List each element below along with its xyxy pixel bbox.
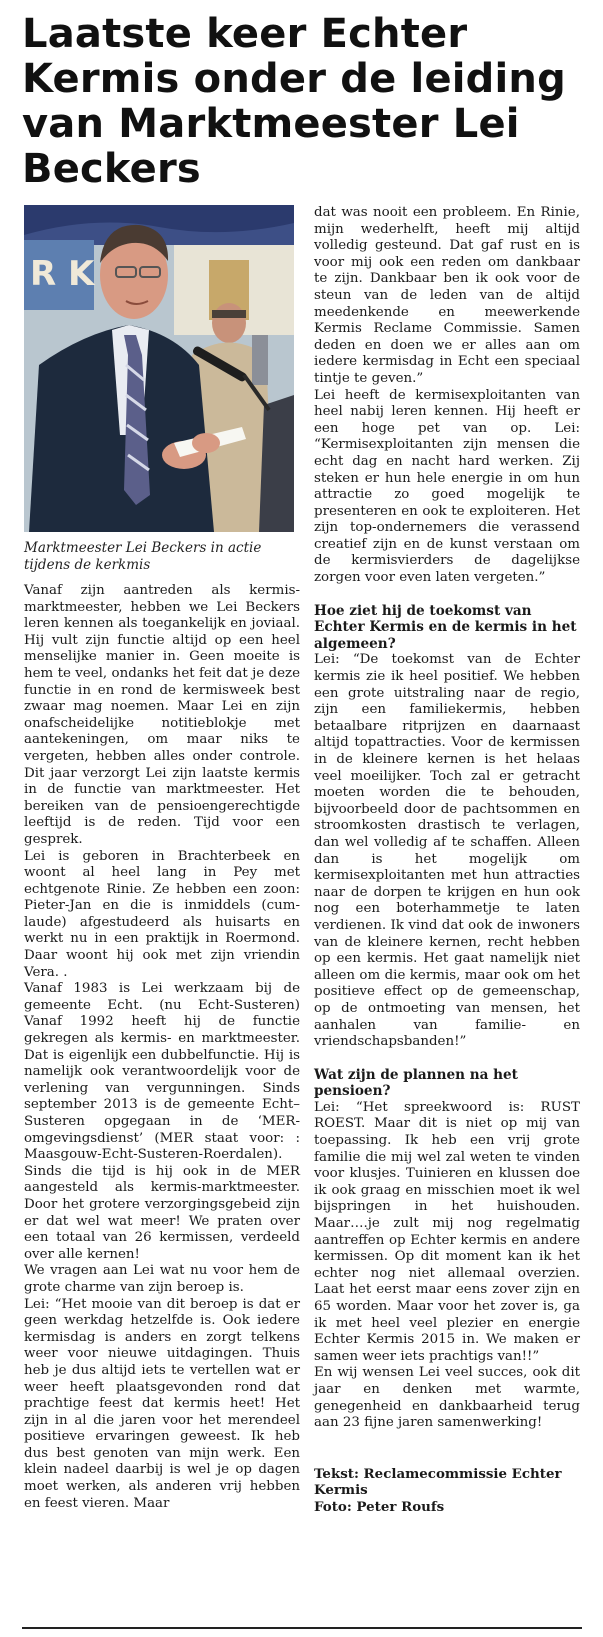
paragraph: Vanaf zijn aantreden als kermis-marktmeester, hebben we Lei Beckers leren kennen als toegankelijk en joviaal. Hij vult zijn functie altijd op een heel menselijke manier in. Geen moeite is hem te veel, ondanks het feit dat je deze functie in en rond de kermisweek best zwaar mag noemen. Maar Lei en zijn onafscheidelijke notitieblokje met aantekeningen, om maar niks te vergeten, hebben alles onder controle. Dit jaar verzorgt Lei zijn laatste kermis in de functie van marktmeester. Het bereiken van de pensioengerechtigde leeftijd is de reden. Tijd voor een gesprek.	[24, 583, 300, 847]
article-photo	[24, 205, 294, 532]
section-heading-pension: Wat zijn de plannen na het pensioen?	[314, 1066, 518, 1100]
spacer	[314, 1051, 580, 1067]
section-heading-future: Hoe ziet hij de toekomst van Echter Kermis en de kermis in het algemeen?	[314, 602, 577, 652]
paragraph: En wij wensen Lei veel succes, ook dit jaar en denken met warmte, genegenheid en dankbaarheid terug aan 23 fijne jaren samenwerking!	[314, 1365, 580, 1431]
spacer	[314, 1432, 580, 1466]
paragraph: Lei is geboren in Brachterbeek en woont al heel lang in Pey met echtgenote Rinie. Ze hebben een zoon: Pieter-Jan en die is inmiddels (cum-laude) afgestudeerd als huisarts en werkt nu in een praktijk in Roermond. Daar woont hij ook met zijn vriendin Vera. .	[24, 848, 300, 980]
credit-photo: Foto: Peter Roufs	[314, 1498, 445, 1515]
photo-banner-text: R K	[30, 254, 95, 294]
paragraph: Lei heeft de kermisexploitanten van heel nabij leren kennen. Hij heeft er een hoge pet van op. Lei: “Kermisexploitanten zijn mensen die echt dag en nacht hard werken. Zij steken er hun hele energie in om hun attractie zo goed mogelijk te presenteren en ook te exploiteren. Het zijn top-ondernemers die verassend creatief zijn en de kunst verstaan om de kermisvierders de dagelijkse zorgen voor even laten vergeten.”	[314, 387, 580, 586]
right-column	[314, 205, 580, 1516]
bottom-rule	[22, 1627, 582, 1629]
article-headline: Laatste keer Echter Kermis onder de leiding van Marktmeester Lei Beckers	[22, 11, 566, 192]
paragraph: Lei: “Het mooie van dit beroep is dat er geen werkdag hetzelfde is. Ook iedere kermisdag is anders en zorgt telkens weer voor nieuwe uitdagingen. Thuis heb je dus altijd iets te vertellen wat er weer heeft plaatsgevonden rond dat prachtige feest dat kermis heet! Het zijn in al die jaren voor het merendeel positieve ervaringen geweest. Ik heb dus best genoten van mijn werk. Een klein nadeel daarbij is wel je op dagen moet werken, als anderen vrij hebben en feest vieren. Maar	[24, 1296, 300, 1511]
spacer	[314, 587, 580, 603]
photo-caption: Marktmeester Lei Beckers in actie tijdens de kerkmis	[24, 540, 262, 573]
paragraph: Vanaf 1983 is Lei werkzaam bij de gemeente Echt. (nu Echt-Susteren) Vanaf 1992 heeft hij de functie gekregen als kermis- en marktmeester. Dat is eigenlijk een dubbelfunctie. Hij is namelijk ook verantwoordelijk voor de verlening van vergunningen. Sinds september 2013 is de gemeente Echt–Susteren opgegaan in de ‘MER-omgevingsdienst’ (MER staat voor: : Maasgouw-Echt-Susteren-Roerdalen). Sinds die tijd is hij ook in de MER aangesteld als kermis-marktmeester. Door het grotere verzorgingsgebeid zijn er dat wel wat meer! We praten over een totaal van 26 kermissen, verdeeld over alle kernen!	[24, 981, 300, 1262]
paragraph: We vragen aan Lei wat nu voor hem de grote charme van zijn beroep is.	[24, 1263, 300, 1295]
paragraph: dat was nooit een probleem. En Rinie, mijn wederhelft, heeft mij altijd volledig gesteund. Dat gaf rust en is voor mij ook een reden om dankbaar te zijn. Dankbaar ben ik ook voor de steun van de leden van de altijd meedenkende en meewerkende Kermis Reclame Commissie. Samen deden en doen we er alles aan om iedere kermisdag in Echt een speciaal tintje te geven.”	[314, 205, 580, 386]
paragraph: Lei: “Het spreekwoord is: RUST ROEST. Maar dit is niet op mij van toepassing. Ik heb een vrij grote familie die mij wel zal weten te vinden voor klusjes. Tuinieren en klussen doe ik ook graag en misschien moet ik wel bijspringen in het huishouden. Maar….je zult mij nog regelmatig aantreffen op Echter kermis en andere kermissen. Op dit moment kan ik het echter nog niet allemaal overzien. Laat het eerst maar eens zover zijn en 65 worden. Maar voor het zover is, ga ik met heel veel plezier en energie Echter Kermis 2015 in. We maken er samen weer iets prachtigs van!!”	[314, 1099, 580, 1364]
left-column	[24, 583, 300, 1512]
paragraph: Lei: “De toekomst van de Echter kermis zie ik heel positief. We hebben een grote uitstraling naar de regio, zijn een familiekermis, hebben betaalbare ritprijzen en daarnaast altijd topattracties. Voor de kermissen in de kleinere kernen is het helaas veel moeilijker. Toch zal er getracht moeten worden die te behouden, bijvoorbeeld door de pachtsommen en stroomkosten drastisch te verlagen, dan wel volledig af te schaffen. Alleen dan is het mogelijk om kermisexploitanten met hun attracties naar de dorpen te krijgen en hun ook nog een boterhammetje te laten verdienen. Ik vind dat ook de inwoners van de kleinere kernen, recht hebben op een kermis. Het gaat namelijk niet alleen om die kermis, maar ook om het positieve effect op de gemeenschap, op de ontmoeting van mensen, het aanhalen van familie- en vriendschapsbanden!”	[314, 652, 580, 1050]
credit-text: Tekst: Reclamecommissie Echter Kermis	[314, 1465, 562, 1499]
article-credits	[314, 1466, 580, 1516]
photo-illustration	[24, 205, 294, 532]
